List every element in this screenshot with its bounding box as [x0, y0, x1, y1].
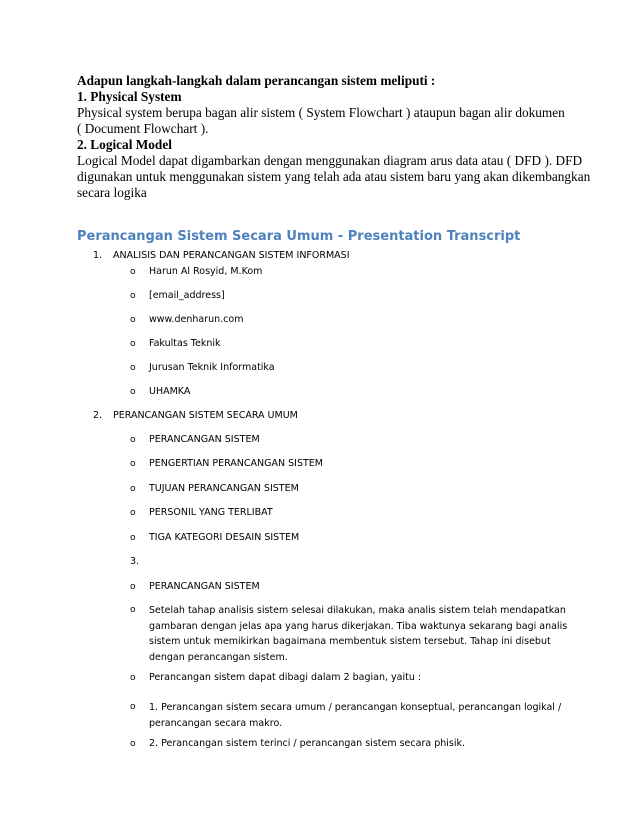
- bullet-icon: o: [130, 605, 136, 615]
- sub-item-text: [email_address]: [149, 290, 225, 301]
- bullet-icon: o: [130, 484, 136, 494]
- bullet-icon: o: [130, 702, 136, 712]
- sub-item-text: 1. Perancangan sistem secara umum / perancangan konseptual, perancangan logikal / perancangan secara makro.: [149, 702, 562, 729]
- intro-physical-system-text-1: Physical system berupa bagan alir sistem ( System Flowchart ) ataupun bagan alir dokumen: [77, 105, 565, 120]
- bullet-icon: o: [130, 508, 136, 518]
- intro-logical-model-text-2: digunakan untuk menggunakan sistem yang telah ada atau sistem baru yang akan dikembangkan: [77, 169, 591, 184]
- intro-logical-model-text-1: Logical Model dapat digambarkan dengan menggunakan diagram arus data atau ( DFD ). DFD: [77, 153, 583, 168]
- bullet-icon: o: [130, 739, 136, 749]
- item-number: 3.: [130, 556, 140, 567]
- sub-item-text: UHAMKA: [149, 386, 191, 397]
- bullet-icon: o: [130, 533, 136, 543]
- intro-physical-system-heading: 1. Physical System: [77, 89, 182, 104]
- sub-item-text: PENGERTIAN PERANCANGAN SISTEM: [149, 458, 323, 469]
- item-number: 2.: [93, 410, 103, 421]
- bullet-icon: o: [130, 435, 136, 445]
- item-text: PERANCANGAN SISTEM SECARA UMUM: [113, 410, 298, 421]
- intro-section: [77, 73, 591, 201]
- intro-physical-system-text-2: ( Document Flowchart ).: [77, 121, 209, 136]
- sub-item-text: TIGA KATEGORI DESAIN SISTEM: [149, 532, 300, 543]
- bullet-icon: o: [130, 339, 136, 349]
- bullet-icon: o: [130, 363, 136, 373]
- bullet-icon: o: [130, 459, 136, 469]
- intro-logical-model-text-3: secara logika: [77, 185, 147, 200]
- item-number: 1.: [93, 250, 103, 261]
- sub-item-text: Perancangan sistem dapat dibagi dalam 2 bagian, yaitu :: [149, 672, 422, 683]
- sub-item-text: 2. Perancangan sistem terinci / perancangan sistem secara phisik.: [149, 738, 465, 749]
- sub-item-text: Harun Al Rosyid, M.Kom: [149, 266, 263, 277]
- item-text: ANALISIS DAN PERANCANGAN SISTEM INFORMASI: [113, 250, 350, 261]
- bullet-icon: o: [130, 291, 136, 301]
- sub-item-text: Jurusan Teknik Informatika: [149, 362, 275, 373]
- sub-item-text: Fakultas Teknik: [149, 338, 221, 349]
- bullet-icon: o: [130, 673, 136, 683]
- bullet-icon: o: [130, 387, 136, 397]
- intro-title: Adapun langkah-langkah dalam perancangan sistem meliputi :: [77, 73, 436, 88]
- sub-item-text: TUJUAN PERANCANGAN SISTEM: [149, 483, 299, 494]
- transcript-heading: Perancangan Sistem Secara Umum - Presentation Transcript: [77, 229, 521, 244]
- sub-item-text: www.denharun.com: [149, 314, 244, 325]
- sub-item-text: Setelah tahap analisis sistem selesai dilakukan, maka analis sistem telah mendapatkan gambaran dengan jelas apa yang harus dikerjakan. Tiba waktunya sekarang bagi analis sistem untuk memikirkan bagaimana membentuk sistem tersebut. Tahap ini disebut dengan perancangan sistem.: [149, 605, 568, 663]
- bullet-icon: o: [130, 267, 136, 277]
- sub-item-text: PERANCANGAN SISTEM: [149, 581, 260, 592]
- intro-logical-model-heading: 2. Logical Model: [77, 137, 172, 152]
- bullet-icon: o: [130, 315, 136, 325]
- sub-item-text: PERSONIL YANG TERLIBAT: [149, 507, 273, 518]
- bullet-icon: o: [130, 582, 136, 592]
- sub-item-text: PERANCANGAN SISTEM: [149, 434, 260, 445]
